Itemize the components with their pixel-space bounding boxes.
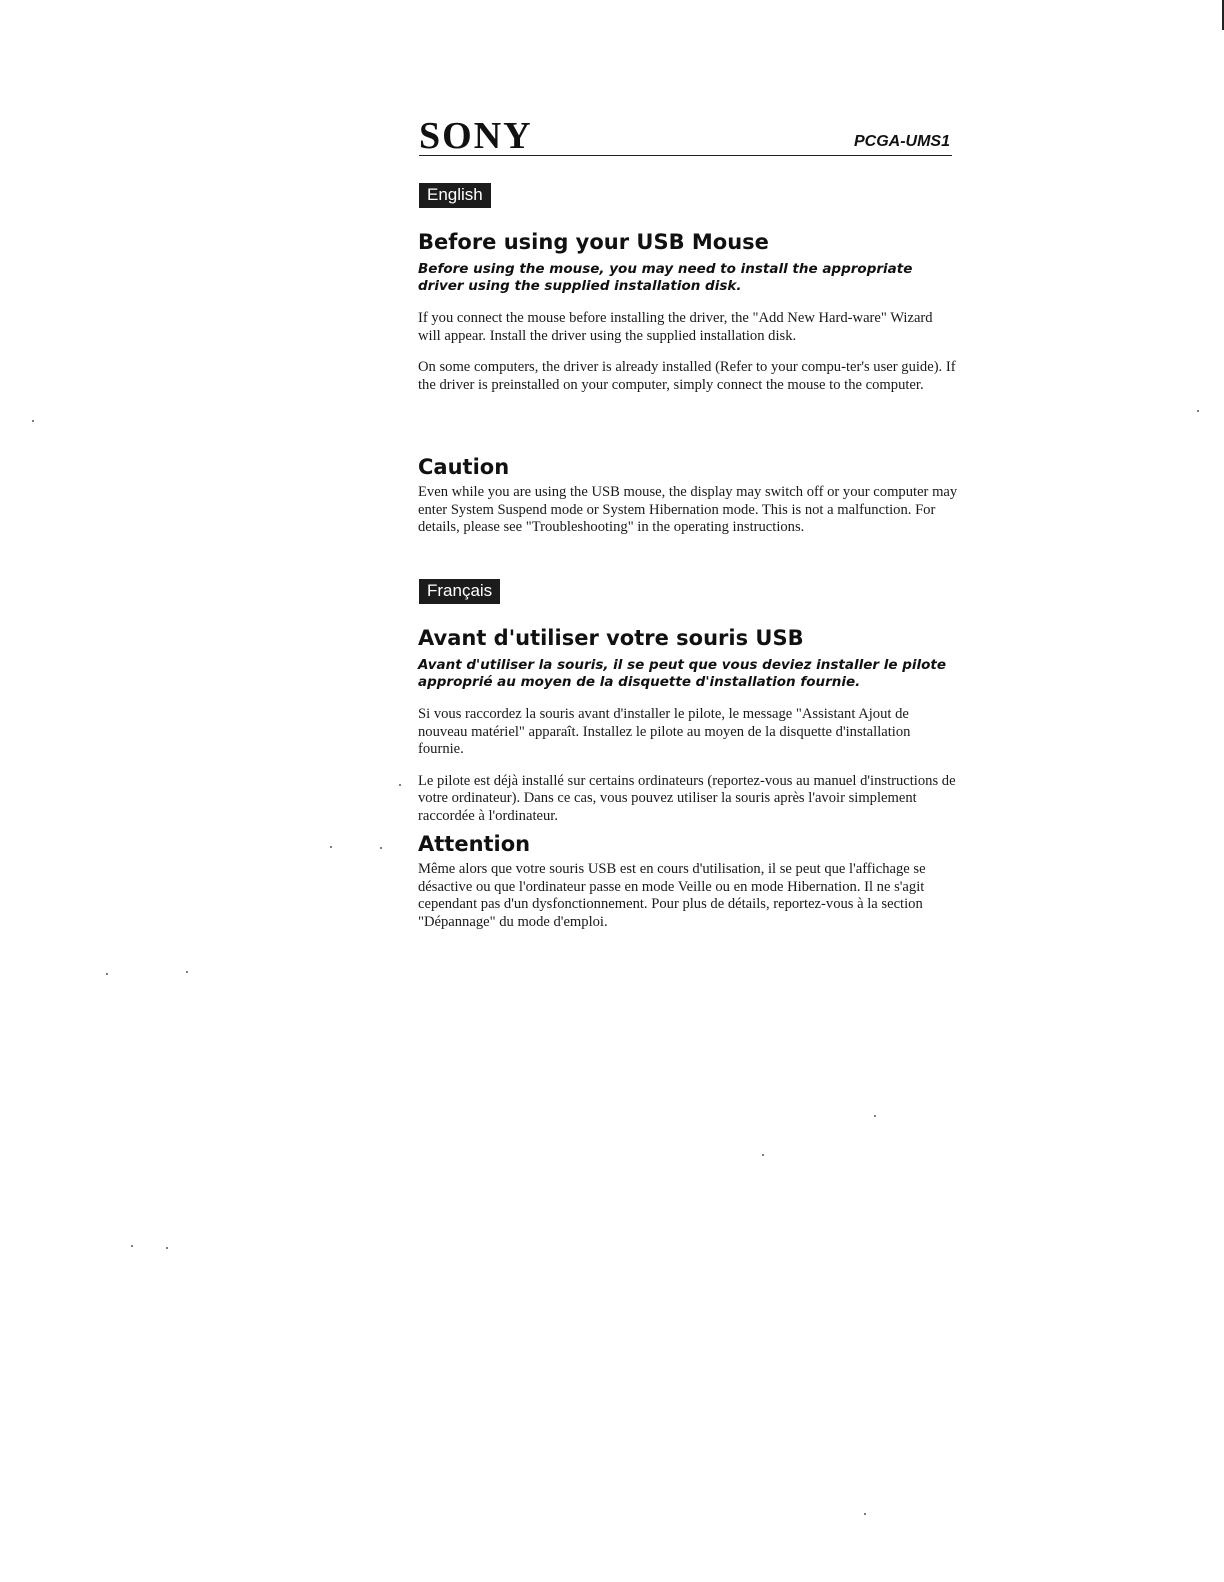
language-badge-english: English bbox=[419, 183, 491, 208]
section-title: Before using your USB Mouse bbox=[418, 230, 769, 254]
scan-speck bbox=[106, 973, 108, 975]
section-lead: Before using the mouse, you may need to install the appropriate driver using the supplied installation disk. bbox=[418, 261, 913, 294]
sony-logo: SONY bbox=[419, 115, 533, 157]
section-title: Caution bbox=[418, 455, 510, 479]
section-attention bbox=[418, 831, 958, 931]
section-lead: Avant d'utiliser la souris, il se peut que vous deviez installer le pilote approprié au moyen de la disquette d'installation fournie. bbox=[418, 657, 947, 690]
paragraph: Même alors que votre souris USB est en cours d'utilisation, il se peut que l'affichage se désactive ou que l'ordinateur passe en mode Veille ou en mode Hibernation. Il ne s'agit cependant pas d'un dysfonctionnement. Pour plus de détails, reportez-vous à la section "Dépannage" du mode d'emploi. bbox=[418, 861, 926, 930]
scan-speck bbox=[762, 1154, 764, 1156]
scan-speck bbox=[131, 1245, 133, 1247]
section-avant-utiliser bbox=[418, 625, 958, 825]
section-title: Attention bbox=[418, 832, 531, 856]
scan-speck bbox=[380, 847, 382, 849]
language-badge-french: Français bbox=[419, 579, 500, 604]
scan-speck bbox=[32, 420, 34, 422]
section-caution bbox=[418, 454, 958, 537]
scan-speck bbox=[864, 1513, 866, 1515]
scan-speck bbox=[399, 784, 401, 786]
scan-speck bbox=[330, 846, 332, 848]
paragraph: Even while you are using the USB mouse, the display may switch off or your computer may enter System Suspend mode or System Hibernation mode. This is not a malfunction. For details, please see "Troubleshooting" in the operating instructions. bbox=[418, 484, 958, 535]
page-header bbox=[419, 110, 952, 160]
section-title: Avant d'utiliser votre souris USB bbox=[418, 626, 804, 650]
section-before-using bbox=[418, 229, 958, 394]
paragraph: If you connect the mouse before installing the driver, the "Add New Hard-ware" Wizard will appear. Install the driver using the supplied installation disk. bbox=[418, 310, 933, 344]
scan-speck bbox=[186, 971, 188, 973]
paragraph: On some computers, the driver is already installed (Refer to your compu-ter's user guide). If the driver is preinstalled on your computer, simply connect the mouse to the computer. bbox=[418, 359, 956, 393]
header-rule bbox=[419, 155, 952, 156]
paragraph: Le pilote est déjà installé sur certains ordinateurs (reportez-vous au manuel d'instructions de votre ordinateur). Dans ce cas, vous pouvez utiliser la souris après l'avoir simplement raccordée à l'ordinateur. bbox=[418, 772, 956, 824]
scan-speck bbox=[874, 1115, 876, 1117]
model-number: PCGA-UMS1 bbox=[853, 133, 950, 150]
scan-speck bbox=[166, 1247, 168, 1249]
scan-speck bbox=[1197, 410, 1199, 412]
paragraph: Si vous raccordez la souris avant d'installer le pilote, le message "Assistant Ajout de nouveau matériel" apparaît. Installez le pilote au moyen de la disquette d'installation fournie. bbox=[418, 706, 911, 757]
